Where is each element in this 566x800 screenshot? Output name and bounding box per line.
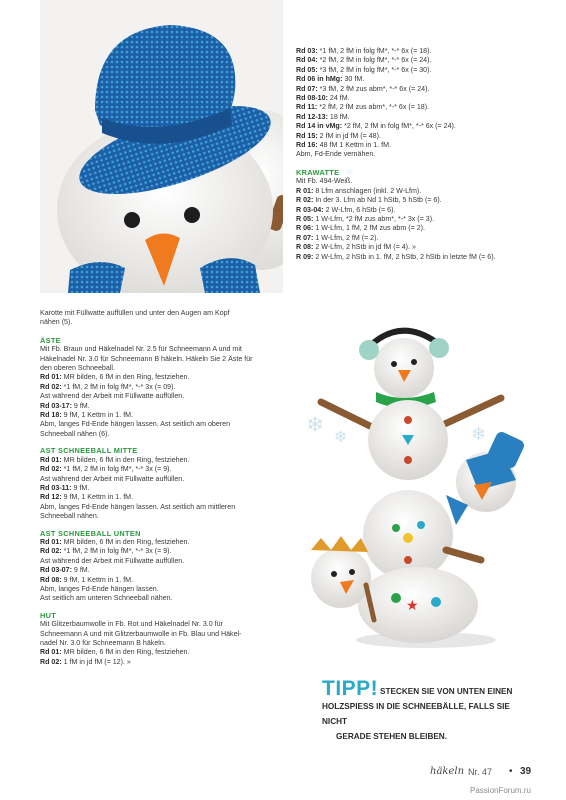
instruction-row xyxy=(296,113,532,122)
row-label: Rd 12: xyxy=(40,493,62,502)
instruction-text xyxy=(40,420,284,429)
row-text: Schneeball nähen (6). xyxy=(40,429,110,438)
instruction-row xyxy=(296,196,532,205)
row-text: Abm, langes Fd-Ende hängen lassen. xyxy=(40,584,159,593)
row-text: 9 fM, 1 Kettm in 1. fM. xyxy=(61,575,134,584)
instruction-row xyxy=(296,187,532,196)
row-label: Rd 01: xyxy=(40,648,62,657)
row-text: 24 fM. xyxy=(327,94,350,103)
instruction-row xyxy=(296,66,532,75)
row-text: Mit Fb. 494-Weiß. xyxy=(296,177,353,186)
row-text: 1 W-Lfm, 2 fM (= 2). xyxy=(313,233,379,242)
row-label: Rd 12-13: xyxy=(296,112,328,121)
instruction-row xyxy=(40,658,284,667)
instruction-text xyxy=(40,557,284,566)
row-text: 9 fM, 1 Kettm in 1. fM. xyxy=(61,411,134,420)
row-label: Rd 02: xyxy=(40,657,62,666)
row-label: Rd 01: xyxy=(40,537,62,546)
row-label: Rd 03-07: xyxy=(40,566,72,575)
instruction-row xyxy=(40,411,284,420)
intro-line: nähen (5). xyxy=(40,318,73,327)
row-text: Abm, langes Fd-Ende hängen lassen. Ast seitlich am mittleren xyxy=(40,502,236,511)
page-footer xyxy=(430,767,540,781)
row-label: Rd 14 in vMg: xyxy=(296,122,343,131)
snowman-stack-photo xyxy=(296,320,536,670)
row-text: *1 fM, 2 fM in folg fM*, *-* 3x (= 09). xyxy=(61,382,176,391)
row-text: 9 fM. xyxy=(71,566,90,575)
row-text: Ast während der Arbeit mit Füllwatte auffüllen. xyxy=(40,474,185,483)
row-text: 48 fM 1 Kettm in 1. fM. xyxy=(317,141,392,150)
row-text: Ast während der Arbeit mit Füllwatte auffüllen. xyxy=(40,556,185,565)
row-label: Rd 08-10: xyxy=(296,94,328,103)
tip-line: HOLZSPIESS IN DIE SCHNEEBÄLLE, FALLS SIE NICHT xyxy=(322,702,510,726)
row-label: Rd 04: xyxy=(296,56,318,65)
section-heading: AST SCHNEEBALL MITTE xyxy=(40,446,138,456)
tip-heading: TIPP! xyxy=(322,677,379,700)
instruction-row xyxy=(40,373,284,382)
row-text: Ast seitlich am unteren Schneeball nähen. xyxy=(40,594,173,603)
instruction-row xyxy=(40,493,284,502)
row-text: In der 3. Lfm ab Nd 1 hStb, 5 hStb (= 6). xyxy=(313,196,442,205)
row-label: Rd 03: xyxy=(296,47,318,55)
row-text: 2 fM in jd fM (= 48). xyxy=(317,131,381,140)
row-label: Rd 03-11: xyxy=(40,483,72,492)
instruction-row xyxy=(40,576,284,585)
row-text: Häkelnadel Nr. 3.0 für Schneemann B häkeln. Häkeln Sie 2 Äste für xyxy=(40,354,253,363)
section-heading: AST SCHNEEBALL UNTEN xyxy=(40,528,141,538)
instruction-row xyxy=(40,547,284,556)
tip-line: GERADE STEHEN BLEIBEN. xyxy=(336,732,447,741)
row-label: Rd 15: xyxy=(296,131,318,140)
instruction-row xyxy=(296,141,532,150)
instruction-text xyxy=(40,430,284,439)
row-text: Mit Fb. Braun und Häkelnadel Nr. 2.5 für Schneemann A und mit xyxy=(40,345,242,354)
instruction-row xyxy=(296,47,532,56)
row-text: MR bilden, 6 fM in den Ring, festziehen. xyxy=(61,455,190,464)
row-label: R 07: xyxy=(296,233,314,242)
watermark: PassionForum.ru xyxy=(470,786,531,795)
row-label: R 03-04: xyxy=(296,205,324,214)
row-text: 9 fM. xyxy=(71,401,90,410)
row-text: *3 fM, 2 fM in folg fM*, *-* 6x (= 30). xyxy=(317,65,432,74)
intro-line: Karotte mit Füllwatte auffüllen und unter den Augen am Kopf xyxy=(40,309,230,317)
row-text: *1 fM, 2 fM in folg fM*, *-* 6x (= 18). xyxy=(317,47,432,55)
row-label: R 02: xyxy=(296,196,314,205)
row-text: *3 fM, 2 fM zus abm*, *-* 6x (= 24). xyxy=(317,84,430,93)
instruction-row xyxy=(40,566,284,575)
row-label: Rd 03-17: xyxy=(40,401,72,410)
row-text: Ast während der Arbeit mit Füllwatte auffüllen. xyxy=(40,392,185,401)
instruction-text xyxy=(40,475,284,484)
row-label: Rd 07: xyxy=(296,84,318,93)
svg-text:❄: ❄ xyxy=(471,424,487,445)
instruction-row xyxy=(40,648,284,657)
instruction-row xyxy=(296,94,532,103)
row-label: Rd 11: xyxy=(296,103,318,112)
row-text: MR bilden, 6 fM in den Ring, festziehen. xyxy=(61,648,190,657)
instruction-row xyxy=(296,122,532,131)
row-text: *1 fM, 2 fM in folg fM*, *-* 3x (= 9). xyxy=(61,465,172,474)
row-text: 30 fM. xyxy=(342,75,365,84)
instruction-row xyxy=(296,234,532,243)
row-label: Rd 01: xyxy=(40,455,62,464)
row-text: 2 W-Lfm, 6 hStb (= 6). xyxy=(323,205,396,214)
instruction-row xyxy=(40,456,284,465)
instruction-row xyxy=(40,538,284,547)
row-label: Rd 06 in hMg: xyxy=(296,75,343,84)
issue-number: Nr. 47 xyxy=(468,767,493,777)
row-text: Abm, Fd-Ende vernähen. xyxy=(296,150,376,159)
row-text: 18 fM. xyxy=(327,112,350,121)
footer-bullet: • xyxy=(509,766,513,777)
instruction-text xyxy=(40,585,284,594)
svg-text:❄: ❄ xyxy=(334,427,348,446)
row-label: Rd 01: xyxy=(40,373,62,382)
row-label: Rd 02: xyxy=(40,382,62,391)
instruction-text xyxy=(40,630,284,639)
row-text: 2 W-Lfm, 2 hStb in jd fM (= 4). » xyxy=(313,243,416,252)
section-heading-krawatte: KRAWATTE xyxy=(296,167,340,177)
row-text: 1 W-Lfm, *2 fM zus abm*, *-* 3x (= 3). xyxy=(313,214,435,223)
row-text: 1 W-Lfm, 1 fM, 2 fM zus abm (= 2). xyxy=(313,224,425,233)
instruction-row xyxy=(40,402,284,411)
instruction-text xyxy=(296,150,532,159)
row-text: Schneemann A und mit Glitzerbaumwolle in Fb. Blau und Häkel- xyxy=(40,629,242,638)
svg-text:★: ★ xyxy=(406,598,419,614)
instruction-text xyxy=(40,639,284,648)
right-text-column xyxy=(296,47,532,262)
instruction-text xyxy=(40,594,284,603)
instruction-text xyxy=(40,364,284,373)
instruction-text xyxy=(40,503,284,512)
row-text: *2 fM, 2 fM in folg fM*, *-* 6x (= 24). xyxy=(342,122,456,131)
tip-text xyxy=(322,684,532,744)
instruction-row xyxy=(296,215,532,224)
row-text: Abm, langes Fd-Ende hängen lassen. Ast seitlich am oberen xyxy=(40,420,231,429)
row-text: 2 W-Lfm, 2 hStb in 1. fM, 2 hStb, 2 hStb in letzte fM (= 6). xyxy=(313,252,496,261)
instruction-text xyxy=(40,355,284,364)
instruction-row xyxy=(40,465,284,474)
snowman-closeup-photo xyxy=(40,0,283,293)
instruction-row xyxy=(296,75,532,84)
instruction-text xyxy=(40,345,284,354)
instruction-text xyxy=(296,177,532,186)
section-heading: ÄSTE xyxy=(40,335,61,345)
instruction-row xyxy=(296,253,532,262)
row-text: MR bilden, 6 fM in den Ring, festziehen. xyxy=(61,373,190,382)
row-text: *2 fM, 2 fM in folg fM*, *-* 6x (= 24). xyxy=(317,56,432,65)
row-text: 9 fM. xyxy=(71,483,90,492)
row-label: R 01: xyxy=(296,186,314,195)
instruction-row xyxy=(296,56,532,65)
row-label: R 05: xyxy=(296,214,314,223)
instruction-row xyxy=(296,243,532,252)
row-text: 1 fM in jd fM (= 12). » xyxy=(61,657,131,666)
instruction-row xyxy=(40,484,284,493)
row-text: 8 Lfm anschlagen (inkl. 2 W-Lfm). xyxy=(313,186,422,195)
row-text: nadel Nr. 3.0 für Schneemann B häkeln. xyxy=(40,639,166,647)
left-text-column xyxy=(40,309,284,667)
instruction-row xyxy=(296,206,532,215)
row-label: Rd 16: xyxy=(296,141,318,150)
instruction-text xyxy=(40,392,284,401)
row-text: Schneeball nähen. xyxy=(40,512,99,521)
row-label: Rd 05: xyxy=(296,65,318,74)
row-label: Rd 02: xyxy=(40,547,62,556)
svg-text:❄: ❄ xyxy=(306,413,325,438)
row-label: R 08: xyxy=(296,243,314,252)
instruction-row xyxy=(296,103,532,112)
row-label: Rd 08: xyxy=(40,575,62,584)
page-number: 39 xyxy=(520,766,532,777)
row-text: den oberen Schneeball. xyxy=(40,364,115,373)
row-text: MR bilden, 6 fM in den Ring, festziehen. xyxy=(61,537,190,546)
row-text: *1 fM, 2 fM in folg fM*, *-* 3x (= 9). xyxy=(61,547,172,556)
instruction-row xyxy=(296,85,532,94)
row-text: Mit Glitzerbaumwolle in Fb. Rot und Häkelnadel Nr. 3.0 für xyxy=(40,620,223,629)
row-text: 9 fM, 1 Kettm in 1. fM. xyxy=(61,493,134,502)
instruction-text xyxy=(40,620,284,629)
tip-line: STECKEN SIE VON UNTEN EINEN xyxy=(380,687,513,696)
row-label: Rd 18: xyxy=(40,411,62,420)
row-label: R 06: xyxy=(296,224,314,233)
section-heading: HUT xyxy=(40,610,57,620)
instruction-row xyxy=(296,224,532,233)
instruction-row xyxy=(296,132,532,141)
row-label: Rd 02: xyxy=(40,465,62,474)
row-text: *2 fM, 2 fM zus abm*, *-* 6x (= 18). xyxy=(317,103,430,112)
instruction-text xyxy=(40,512,284,521)
magazine-brand: häkeln xyxy=(430,766,465,777)
row-label: R 09: xyxy=(296,252,314,261)
instruction-row xyxy=(40,383,284,392)
